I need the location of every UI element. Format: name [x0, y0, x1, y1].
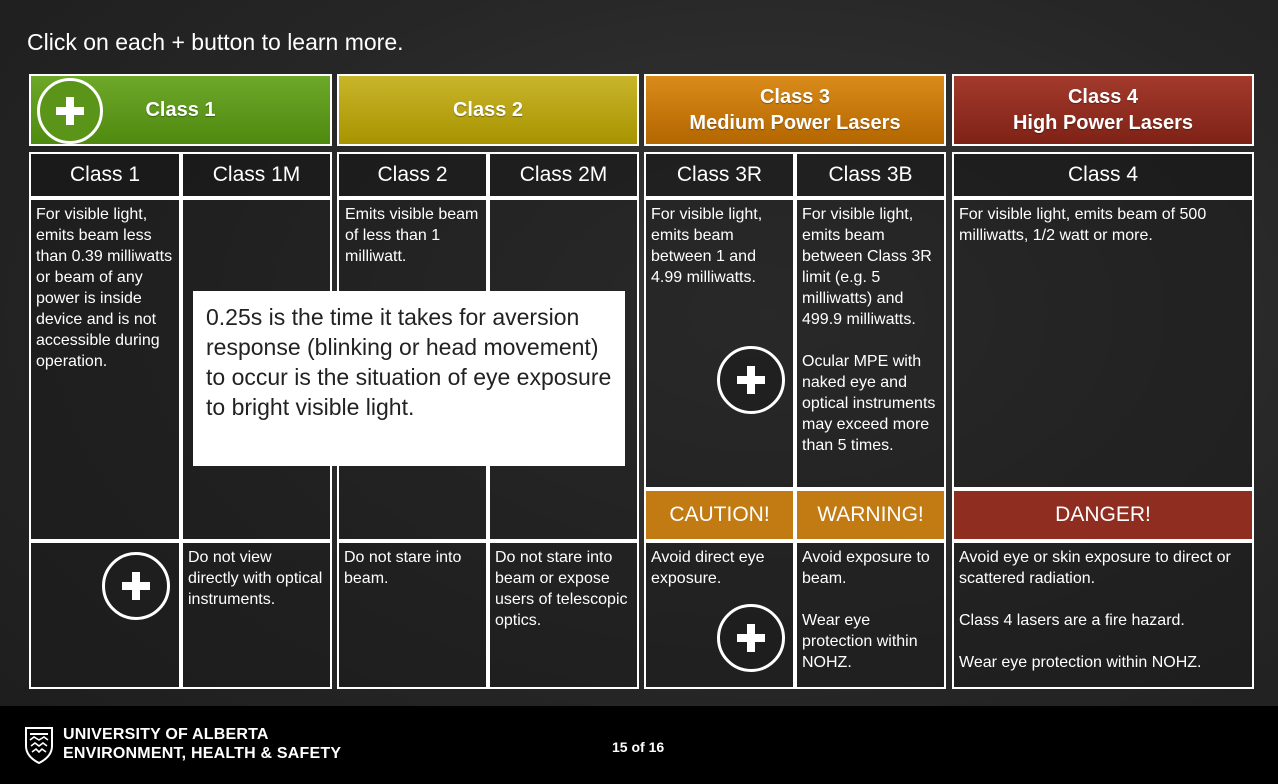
- plus-icon: [736, 365, 766, 395]
- subheader-class2m-label: Class 2M: [519, 163, 608, 186]
- subheader-class1m-label: Class 1M: [212, 163, 301, 186]
- org-name-line2: ENVIRONMENT, HEALTH & SAFETY: [63, 745, 342, 762]
- page-counter: 15 of 16: [612, 739, 665, 755]
- subheader-class3b-label: Class 3B: [828, 163, 913, 186]
- class1-precaution-expand-button[interactable]: [102, 552, 170, 620]
- class3r-precaution: Avoid direct eye exposure.: [644, 541, 795, 689]
- class3-header-label: Class 3 Medium Power Lasers: [689, 86, 901, 134]
- danger-label: [952, 489, 1254, 541]
- class3b-description: For visible light, emits beam between Class 3R limit (e.g. 5 milliwatts) and 499.9 milliwatts. Ocular MPE with naked eye and optical instruments may exceed more than 5 times.: [795, 198, 946, 489]
- aversion-response-tooltip: 0.25s is the time it takes for aversion response (blinking or head movement) to occur is the situation of eye exposure to bright visible light.: [193, 291, 625, 466]
- class3-header: [644, 74, 946, 146]
- subheader-class3b: [795, 152, 946, 198]
- class1-description: For visible light, emits beam less than 0.39 milliwatts or beam of any power is inside device and is not accessible during operation.: [29, 198, 181, 541]
- class3r-expand-button[interactable]: [717, 346, 785, 414]
- subheader-class1-label: Class 1: [69, 163, 141, 186]
- class4-precaution: Avoid eye or skin exposure to direct or scattered radiation. Class 4 lasers are a fire hazard. Wear eye protection within NOHZ.: [952, 541, 1254, 689]
- instruction-text: Click on each + button to learn more.: [27, 29, 404, 55]
- plus-icon: [736, 623, 766, 653]
- class3r-description: For visible light, emits beam between 1 and 4.99 milliwatts.: [644, 198, 795, 489]
- subheader-class2: [337, 152, 488, 198]
- class2-header-label: Class 2: [452, 99, 524, 121]
- danger-text: DANGER!: [1055, 503, 1151, 526]
- subheader-class2-label: Class 2: [377, 163, 448, 186]
- class3b-precaution: Avoid exposure to beam. Wear eye protection within NOHZ.: [795, 541, 946, 689]
- class1-expand-button[interactable]: [37, 78, 103, 144]
- caution-text: CAUTION!: [669, 503, 770, 526]
- subheader-class4: [952, 152, 1254, 198]
- class4-header: [952, 74, 1254, 146]
- class2-description: Emits visible beam of less than 1 milliwatt.: [337, 198, 488, 541]
- university-crest-icon: [24, 726, 54, 764]
- class3-precaution-expand-button[interactable]: [717, 604, 785, 672]
- class2-header: [337, 74, 639, 146]
- plus-icon: [121, 571, 151, 601]
- subheader-class1m: [181, 152, 332, 198]
- subheader-class3r-label: Class 3R: [676, 163, 763, 186]
- class1m-precaution: Do not view directly with optical instruments.: [181, 541, 332, 689]
- class1-header-label: Class 1: [145, 99, 216, 121]
- subheader-class4-label: Class 4: [1067, 163, 1139, 186]
- class2-precaution: Do not stare into beam.: [337, 541, 488, 689]
- subheader-class3r: [644, 152, 795, 198]
- subheader-class1: [29, 152, 181, 198]
- class4-description: For visible light, emits beam of 500 milliwatts, 1/2 watt or more.: [952, 198, 1254, 489]
- warning-text: WARNING!: [817, 503, 924, 526]
- subheader-class2m: [488, 152, 639, 198]
- warning-label: [795, 489, 946, 541]
- org-name-line1: UNIVERSITY OF ALBERTA: [63, 726, 269, 743]
- caution-label: [644, 489, 795, 541]
- plus-icon: [55, 96, 85, 126]
- class4-header-label: Class 4 High Power Lasers: [1012, 86, 1194, 134]
- class2m-precaution: Do not stare into beam or expose users of telescopic optics.: [488, 541, 639, 689]
